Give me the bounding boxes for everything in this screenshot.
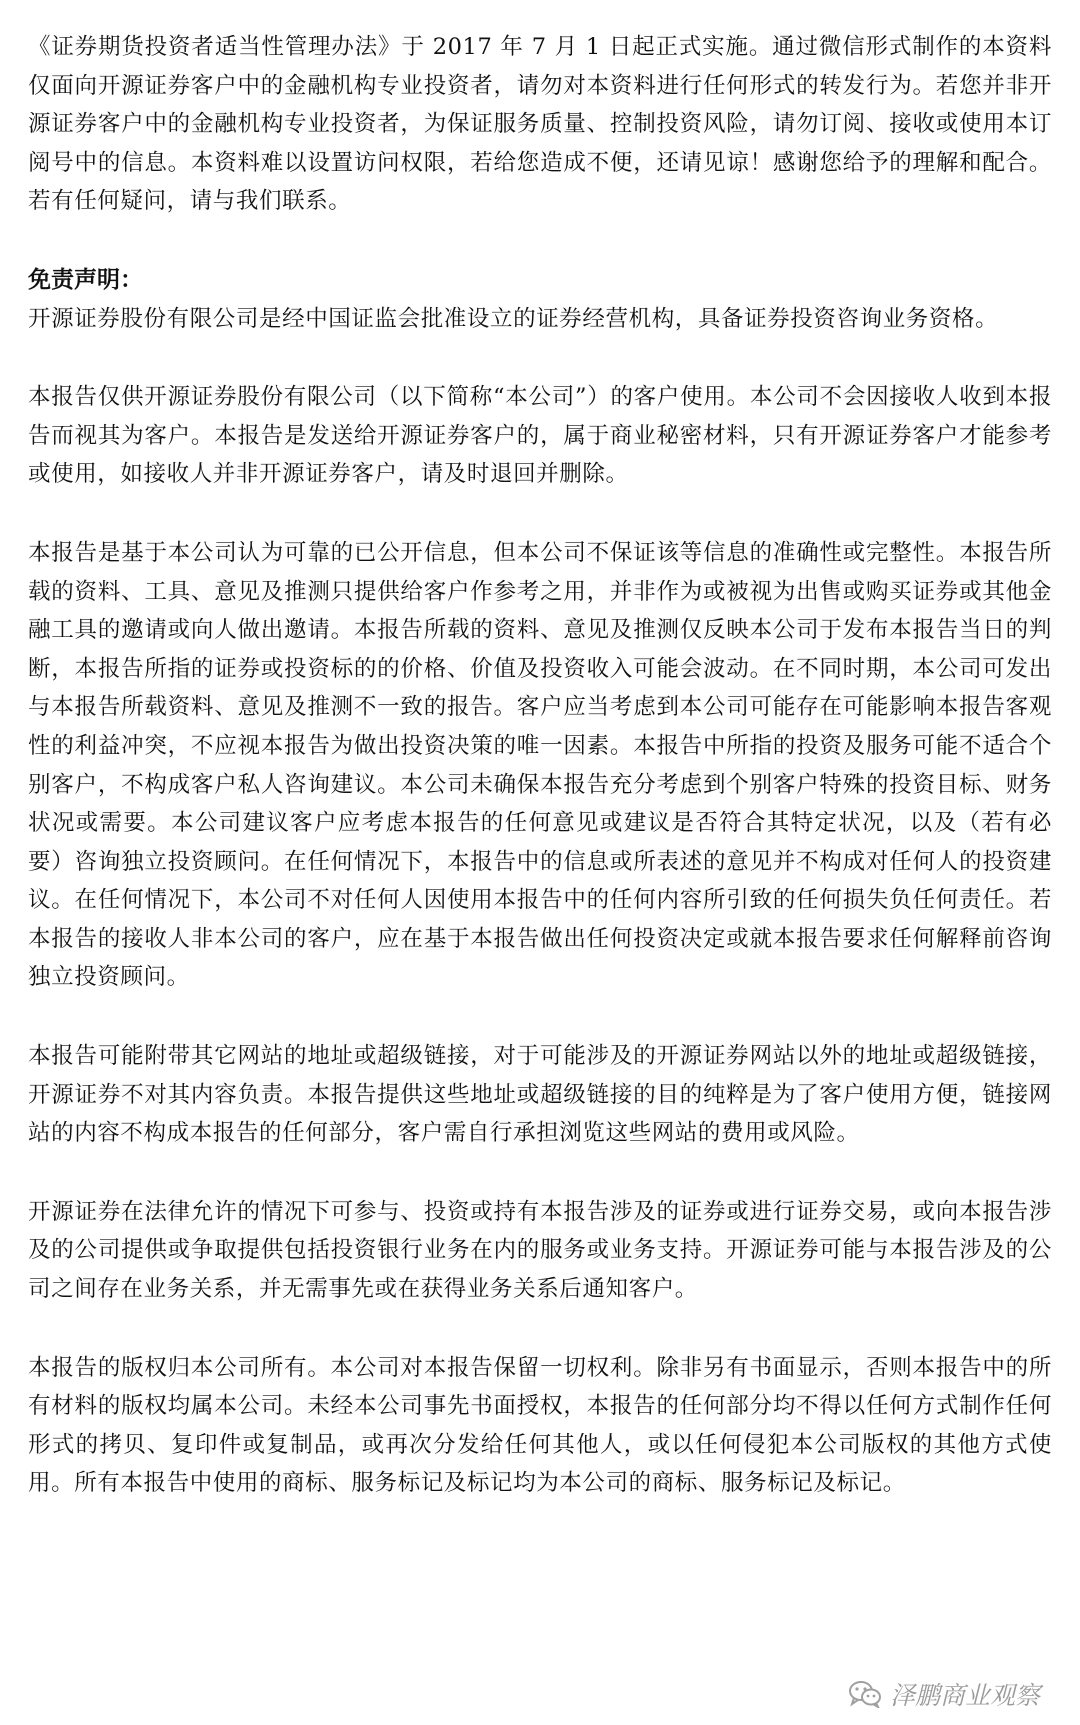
disclaimer-heading: 免责声明： — [28, 265, 143, 293]
spacer — [28, 1153, 1052, 1193]
spacer — [28, 221, 1052, 261]
disclaimer-paragraph-1: 开源证券股份有限公司是经中国证监会批准设立的证券经营机构，具备证券投资咨询业务资格。 — [28, 305, 999, 332]
disclaimer-paragraph-6: 本报告的版权归本公司所有。本公司对本报告保留一切权利。除非另有书面显示，否则本报告中的所有材料的版权均属本公司。未经本公司事先书面授权，本报告的任何部分均不得以任何方式制作任何形式的拷贝、复印件或复制品，或再次分发给任何其他人，或以任何侵犯本公司版权的其他方式使用。所有本报告中使用的商标、服务标记及标记均为本公司的商标、服务标记及标记。 — [28, 1354, 1052, 1497]
disclaimer-paragraph-4: 本报告可能附带其它网站的地址或超级链接，对于可能涉及的开源证券网站以外的地址或超级链接，开源证券不对其内容负责。本报告提供这些地址或超级链接的目的纯粹是为了客户使用方便，链接网站的内容不构成本报告的任何部分，客户需自行承担浏览这些网站的费用或风险。 — [28, 1043, 1052, 1147]
document-body — [28, 28, 1052, 1503]
spacer — [28, 338, 1052, 378]
intro-paragraph: 《证券期货投资者适当性管理办法》于 2017 年 7 月 1 日起正式实施。通过微信形式制作的本资料仅面向开源证券客户中的金融机构专业投资者，请勿对本资料进行任何形式的转发行为。若您并非开源证券客户中的金融机构专业投资者，为保证服务质量、控制投资风险，请勿订阅、接收或使用本订阅号中的信息。本资料难以设置访问权限，若给您造成不便，还请见谅！感谢您给予的理解和配合。若有任何疑问，请与我们联系。 — [28, 34, 1052, 215]
wechat-icon — [848, 1680, 882, 1708]
watermark — [848, 1676, 1040, 1712]
spacer — [28, 1309, 1052, 1349]
watermark-text: 泽鹏商业观察 — [889, 1681, 1040, 1710]
disclaimer-paragraph-3: 本报告是基于本公司认为可靠的已公开信息，但本公司不保证该等信息的准确性或完整性。本报告所载的资料、工具、意见及推测只提供给客户作参考之用，并非作为或被视为出售或购买证券或其他金融工具的邀请或向人做出邀请。本报告所载的资料、意见及推测仅反映本公司于发布本报告当日的判断，本报告所指的证券或投资标的的价格、价值及投资收入可能会波动。在不同时期，本公司可发出与本报告所载资料、意见及推测不一致的报告。客户应当考虑到本公司可能存在可能影响本报告客观性的利益冲突，不应视本报告为做出投资决策的唯一因素。本报告中所指的投资及服务可能不适合个别客户，不构成客户私人咨询建议。本公司未确保本报告充分考虑到个别客户特殊的投资目标、财务状况或需要。本公司建议客户应考虑本报告的任何意见或建议是否符合其特定状况，以及（若有必要）咨询独立投资顾问。在任何情况下，本报告中的信息或所表述的意见并不构成对任何人的投资建议。在任何情况下，本公司不对任何人因使用本报告中的任何内容所引致的任何损失负任何责任。若本报告的接收人非本公司的客户，应在基于本报告做出任何投资决定或就本报告要求任何解释前咨询独立投资顾问。 — [28, 539, 1052, 991]
spacer — [28, 997, 1052, 1037]
disclaimer-paragraph-2: 本报告仅供开源证券股份有限公司（以下简称“本公司”）的客户使用。本公司不会因接收人收到本报告而视其为客户。本报告是发送给开源证券客户的，属于商业秘密材料，只有开源证券客户才能参考或使用，如接收人并非开源证券客户，请及时退回并删除。 — [28, 384, 1052, 488]
spacer — [28, 494, 1052, 534]
disclaimer-paragraph-5: 开源证券在法律允许的情况下可参与、投资或持有本报告涉及的证券或进行证券交易，或向本报告涉及的公司提供或争取提供包括投资银行业务在内的服务或业务支持。开源证券可能与本报告涉及的公司之间存在业务关系，并无需事先或在获得业务关系后通知客户。 — [28, 1198, 1052, 1303]
